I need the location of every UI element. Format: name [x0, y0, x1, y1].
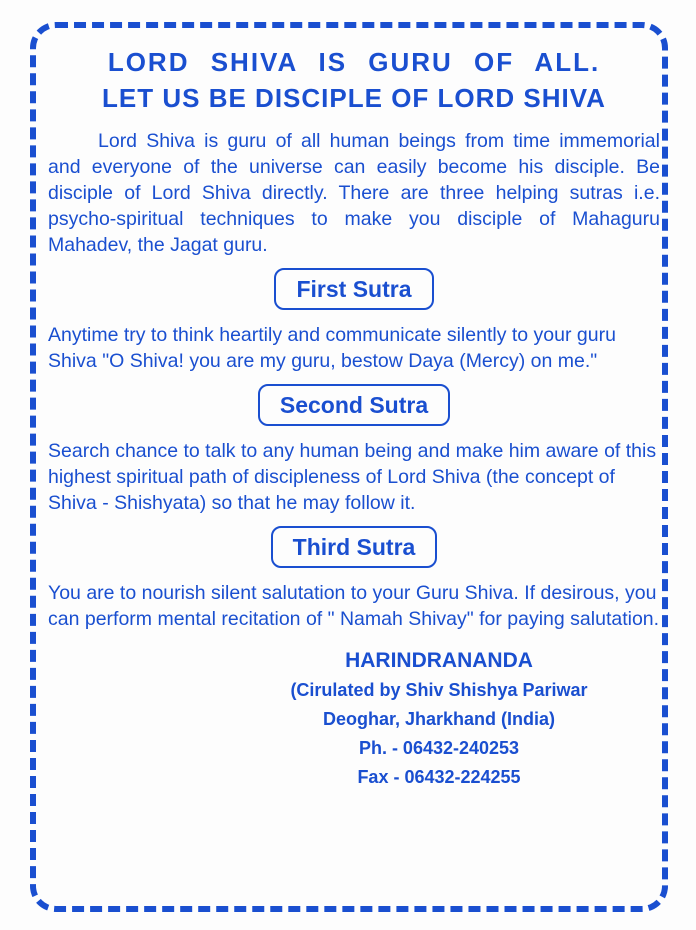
location: Deoghar, Jharkhand (India)	[322, 709, 556, 729]
signature-name: HARINDRANANDA	[345, 649, 533, 672]
phone-number: Ph. - 06432-240253	[358, 738, 520, 758]
second-sutra-text: Search chance to talk to any human being and make him aware of this highest spiritual path of discipleness of Lord Shiva (the concept of Shiva - Shishyata) so that he may follow it.	[48, 440, 657, 514]
leaflet-content	[48, 44, 660, 792]
signature-block	[48, 646, 660, 792]
third-sutra-text: You are to nourish silent salutation to your Guru Shiva. If desirous, you can perform mental recitation of " Namah Shivay" for paying salutation.	[48, 582, 660, 630]
second-sutra-heading: Second Sutra	[258, 384, 450, 426]
first-sutra-heading-wrap	[48, 268, 660, 310]
title-line-2: LET US BE DISCIPLE OF LORD SHIVA	[102, 83, 606, 113]
second-sutra-heading-wrap	[48, 384, 660, 426]
third-sutra-heading: Third Sutra	[271, 526, 438, 568]
fax-number: Fax - 06432-224255	[357, 767, 521, 787]
intro-paragraph: Lord Shiva is guru of all human beings from time immemorial and everyone of the universe can easily become his disciple. Be disciple of Lord Shiva directly. There are three helping sutras i.e. psycho-spiritual techniques to make you disciple of Mahaguru Mahadev, the Jagat guru.	[48, 130, 660, 256]
title-line-1: LORD SHIVA IS GURU OF ALL.	[107, 47, 601, 77]
page-title	[48, 44, 660, 116]
first-sutra-heading: First Sutra	[274, 268, 433, 310]
third-sutra-heading-wrap	[48, 526, 660, 568]
first-sutra-text: Anytime try to think heartily and communicate silently to your guru Shiva "O Shiva! you are my guru, bestow Daya (Mercy) on me."	[48, 324, 616, 372]
circulated-by: (Cirulated by Shiv Shishya Pariwar	[290, 680, 588, 700]
